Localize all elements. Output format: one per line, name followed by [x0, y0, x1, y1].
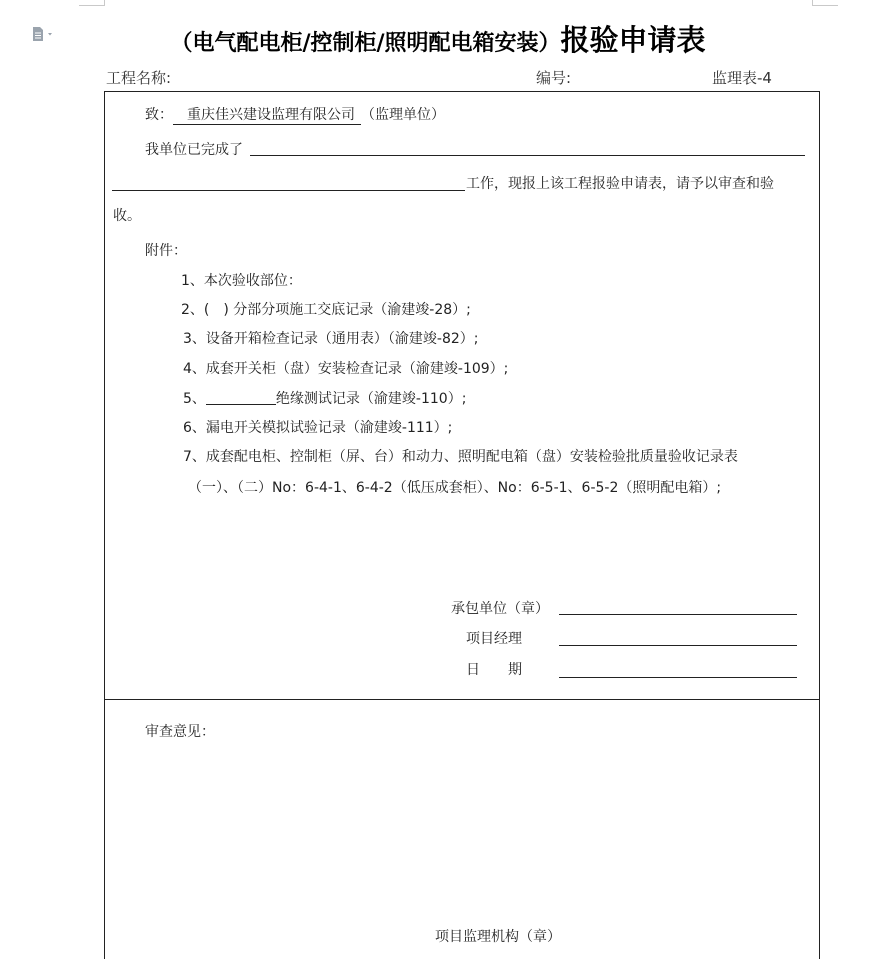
- project-name-label: 工程名称:: [106, 69, 172, 87]
- attachment-item: 3、设备开箱检查记录（通用表）（渝建竣-82）;: [183, 331, 479, 347]
- attachment-item: 4、成套开关柜（盘）安装检查记录（渝建竣-109）;: [183, 361, 509, 377]
- attachment-item: 7、成套配电柜、控制柜（屏、台）和动力、照明配电箱（盘）安装检验批质量验收记录表: [183, 449, 738, 465]
- contractor-seal-label: 承包单位（章）: [451, 601, 549, 617]
- number-label: 编号:: [536, 69, 572, 87]
- completed-work-blank: [250, 155, 805, 156]
- to-prefix: 致：: [145, 107, 173, 123]
- page-corner-mark-right: [812, 0, 838, 6]
- page-title: [0, 18, 876, 59]
- attachment5-text: 绝缘测试记录（渝建竣-110）;: [275, 391, 467, 407]
- supervisor-suffix: （监理单位）: [361, 107, 445, 123]
- project-manager-blank: [559, 645, 797, 646]
- attachment-item-cont: （一）、（二）No：6-4-1、6-4-2（低压成套柜）、No：6-5-1、6-5-2（照明配电箱）;: [188, 480, 722, 496]
- attachment5-prefix: 5、: [183, 391, 206, 407]
- attachments-label: 附件：: [145, 243, 187, 259]
- attachment-item: 1、本次验收部位：: [181, 273, 302, 289]
- page-corner-mark-left: [79, 0, 105, 6]
- project-manager-label: 项目经理: [466, 631, 522, 647]
- request-text: 工作，现报上该工程报验申请表，请予以审查和验: [466, 176, 774, 192]
- title-part1: （电气配电柜/控制柜/照明配电箱安装）: [170, 30, 561, 56]
- attachment-item: 6、漏电开关模拟试验记录（渝建竣-111）;: [183, 420, 453, 436]
- form-code: 监理表-4: [712, 69, 772, 87]
- attachment-item-5: [183, 388, 466, 408]
- attachment5-blank: [206, 390, 276, 405]
- attachment-item: 2、( ) 分部分项施工交底记录（渝建竣-28）;: [181, 302, 471, 318]
- supervisor-company: 重庆佳兴建设监理有限公司: [173, 104, 361, 125]
- addressee-line: [145, 104, 445, 125]
- review-label: 审查意见：: [145, 724, 215, 740]
- title-part2: 报验申请表: [560, 23, 706, 57]
- completed-prefix: 我单位已完成了: [145, 142, 243, 158]
- contractor-seal-blank: [559, 614, 797, 615]
- work-description-blank: [112, 190, 465, 191]
- date-label: 日 期: [466, 662, 522, 678]
- request-end: 收。: [113, 208, 141, 224]
- supervision-org-label: 项目监理机构（章）: [435, 929, 561, 945]
- date-blank: [559, 677, 797, 678]
